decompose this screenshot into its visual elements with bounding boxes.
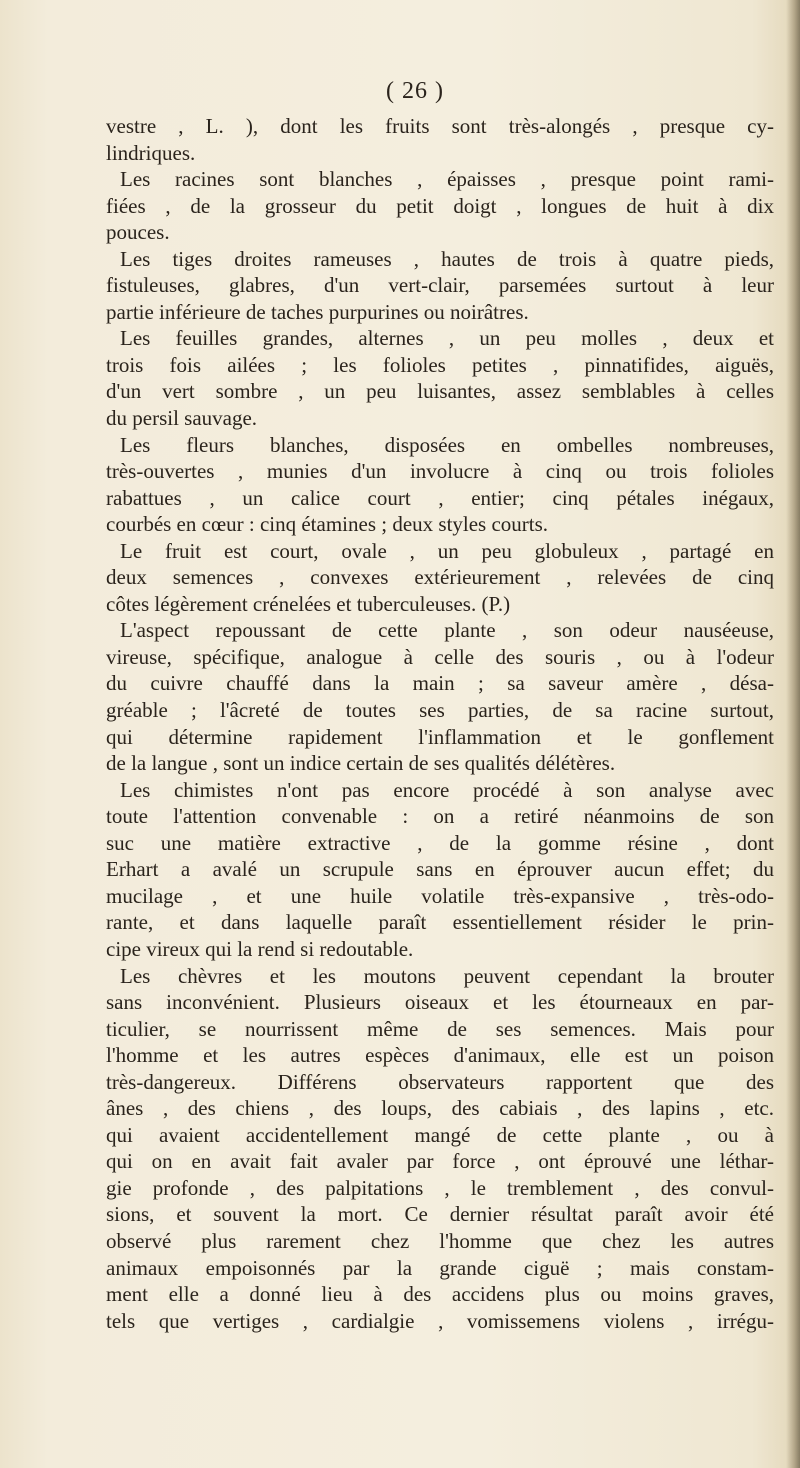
text-line: trois fois ailées ; les folioles petites , pinnatifides, aiguës, xyxy=(106,352,774,377)
text-line: Les racines sont blanches , épaisses , presque point rami- xyxy=(120,167,774,192)
text-line: vestre , L. ), dont les fruits sont très-alongés , presque cy- xyxy=(106,114,774,138)
text-line: deux semences , convexes extérieurement , relevées de cinq xyxy=(106,565,774,590)
text-line: ment elle a donné lieu à des accidens plus ou moins graves, xyxy=(106,1282,774,1307)
text-line: courbés en cœur : cinq étamines ; deux styles courts. xyxy=(106,512,549,537)
text-line: qui avaient accidentellement mangé de cette plante , ou à xyxy=(106,1122,774,1147)
text-line: Les feuilles grandes, alternes , un peu molles , deux et xyxy=(120,326,774,351)
text-line: suc une matière extractive , de la gomme résine , dont xyxy=(106,830,774,855)
text-line: Les chimistes n'ont pas encore procédé à son analyse avec xyxy=(120,777,774,802)
text-line: partie inférieure de taches purpurines ou noirâtres. xyxy=(106,299,529,324)
text-line: d'un vert sombre , un peu luisantes, assez semblables à celles xyxy=(106,379,774,404)
text-line: ticulier, se nourrissent même de ses semences. Mais pour xyxy=(106,1016,774,1041)
page-edge-shadow xyxy=(786,0,800,1468)
text-line: qui on en avait fait avaler par force , ont éprouvé une léthar- xyxy=(106,1149,774,1174)
text-line: gréable ; l'âcreté de toutes ses parties, de sa racine surtout, xyxy=(106,698,774,723)
page-number: ( 26 ) xyxy=(386,78,444,104)
text-line: très-dangereux. Différens observateurs rapportent que des xyxy=(106,1069,774,1094)
text-line: sans inconvénient. Plusieurs oiseaux et les étourneaux en par- xyxy=(106,990,774,1015)
text-line: Le fruit est court, ovale , un peu globuleux , partagé en xyxy=(120,538,774,563)
text-line: fiées , de la grosseur du petit doigt , longues de huit à dix xyxy=(106,193,774,218)
text-line: toute l'attention convenable : on a retiré néanmoins de son xyxy=(106,804,774,829)
text-line: Les fleurs blanches, disposées en ombelles nombreuses, xyxy=(120,432,774,457)
text-line: animaux empoisonnés par la grande ciguë ; mais constam- xyxy=(106,1255,774,1280)
text-line: Les tiges droites rameuses , hautes de trois à quatre pieds, xyxy=(120,246,774,271)
text-line: L'aspect repoussant de cette plante , son odeur nauséeuse, xyxy=(120,618,774,643)
text-line: observé plus rarement chez l'homme que chez les autres xyxy=(106,1228,774,1253)
text-line: lindriques. xyxy=(106,140,196,165)
text-line: fistuleuses, glabres, d'un vert-clair, parsemées surtout à leur xyxy=(106,273,774,298)
text-line: très-ouvertes , munies d'un involucre à cinq ou trois folioles xyxy=(106,459,774,484)
body-text xyxy=(106,113,774,1334)
text-line: Les chèvres et les moutons peuvent cependant la brouter xyxy=(120,963,774,988)
text-line: cipe vireux qui la rend si redoutable. xyxy=(106,936,414,961)
text-line: Erhart a avalé un scrupule sans en éprouver aucun effet; du xyxy=(106,857,774,882)
text-line: gie profonde , des palpitations , le tremblement , des convul- xyxy=(106,1175,774,1200)
text-line: l'homme et les autres espèces d'animaux, elle est un poison xyxy=(106,1043,774,1068)
text-line: du cuivre chauffé dans la main ; sa saveur amère , désa- xyxy=(106,671,774,696)
text-line: pouces. xyxy=(106,220,170,245)
text-line: rabattues , un calice court , entier; cinq pétales inégaux, xyxy=(106,485,774,510)
text-line: tels que vertiges , cardialgie , vomissemens violens , irrégu- xyxy=(106,1308,774,1333)
text-line: vireuse, spécifique, analogue à celle des souris , ou à l'odeur xyxy=(106,644,774,669)
text-line: côtes légèrement crénelées et tuberculeuses. (P.) xyxy=(106,591,511,616)
text-line: sions, et souvent la mort. Ce dernier résultat paraît avoir été xyxy=(106,1202,774,1227)
text-line: du persil sauvage. xyxy=(106,406,258,431)
text-line: rante, et dans laquelle paraît essentiellement résider le prin- xyxy=(106,910,774,935)
text-line: de la langue , sont un indice certain de ses qualités délétères. xyxy=(106,751,616,776)
text-line: qui détermine rapidement l'inflammation et le gonflement xyxy=(106,724,774,749)
text-line: ânes , des chiens , des loups, des cabiais , des lapins , etc. xyxy=(106,1096,774,1121)
text-line: mucilage , et une huile volatile très-expansive , très-odo- xyxy=(106,883,774,908)
